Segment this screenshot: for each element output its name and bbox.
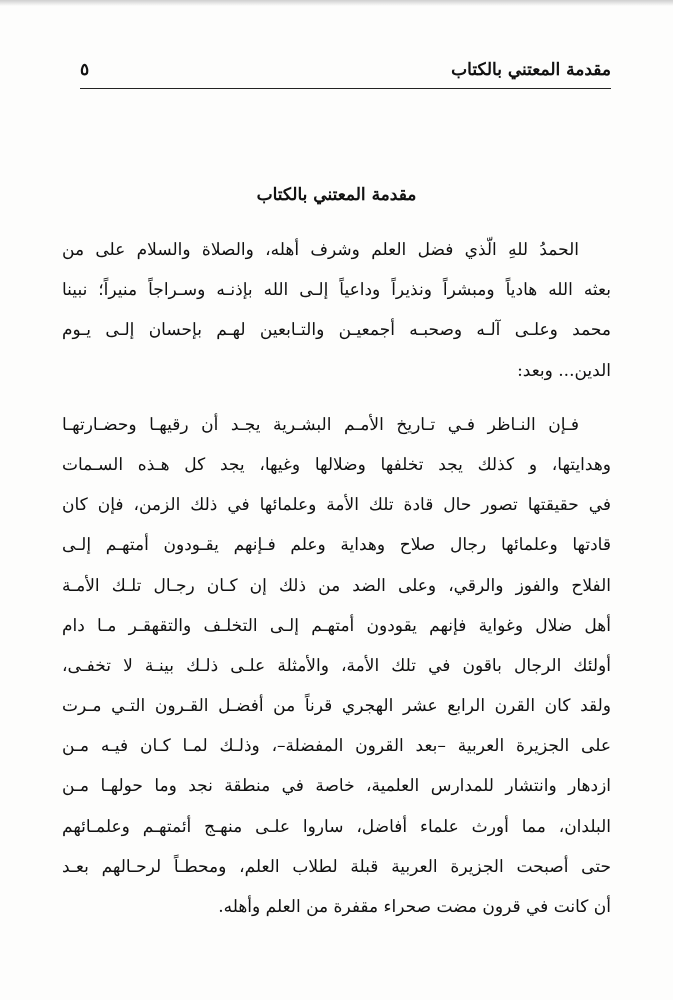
running-header xyxy=(80,58,611,86)
text-line: الفلاح والفوز والرقي، وعلى الضد من ذلك إن كـان رجـال تلـك الأمـة xyxy=(62,575,611,596)
text-line: أولئك الرجال باقون في تلك الأمة، والأمثلة علـى ذلـك بينـة لا تخفـى، xyxy=(62,655,611,676)
page-top-edge xyxy=(0,0,673,6)
chapter-title: مقدمة المعتني بالكتاب xyxy=(256,185,417,205)
running-title: مقدمة المعتني بالكتاب xyxy=(451,60,611,80)
text-line: قادتها وعلمائها رجال صلاح وهداية وعلم فـإنهم يقـودون أمتهـم إلـى xyxy=(62,535,611,556)
paragraph-intro xyxy=(62,230,611,391)
page-number: ٥ xyxy=(80,60,90,80)
paragraph-main xyxy=(62,405,611,927)
text-line: وهدايتها، و كذلك يجد تخلفها وضلالها وغيها، يجد كل هـذه السـمات xyxy=(62,454,611,475)
text-line: حتى أصبحت الجزيرة العربية قبلة لطلاب العلم، ومحطـاً لرحـالهم بعـد xyxy=(62,856,611,877)
text-line: فـإن النـاظر فـي تـاريخ الأمـم البشـرية يجـد أن رقيهـا وحضـارتهـا xyxy=(62,414,579,435)
text-line: محمد وعلـى آلـه وصحبـه أجمعيـن والتـابعين لهـم بإحسان إلـى يـوم xyxy=(62,320,611,341)
text-line: ولقد كان القرن الرابع عشر الهجري قرناً من أفضـل القـرون التـي مـرت xyxy=(62,696,611,717)
text-line: بعثه الله هادياً ومبشراً ونذيراً وداعياً إلـى الله بإذنـه وسـراجاً منيراً؛ نبينا xyxy=(62,280,611,301)
text-line: أن كانت في قرون مضت صحراء مقفرة من العلم وأهله. xyxy=(218,897,611,917)
text-line: البلدان، مما أورث علماء أفاضل، ساروا علـى منهـج أئمتهـم وعلمـائهم xyxy=(62,816,611,837)
text-line: ازدهار وانتشار للمدارس العلمية، خاصة في منطقة نجد وما حولهـا مـن xyxy=(62,776,611,797)
text-line: الحمدُ للهِ الّذي فضل العلم وشرف أهله، والصلاة والسلام على من xyxy=(62,240,579,260)
text-line: في حقيقتها تصور حال قادة تلك الأمة وعلمائها في ذلك الزمن، فإن كان xyxy=(62,495,611,516)
text-line: الدين... وبعد: xyxy=(517,360,611,381)
text-line: أهل ضلال وغواية فإنهم يقودون أمتهـم إلـى التخلـف والتقهقـر مـا دام xyxy=(62,615,611,636)
paragraph-gap xyxy=(62,391,611,405)
header-rule xyxy=(80,88,611,89)
text-line: على الجزيرة العربية –بعد القرون المفضلة–، وذلـك لمـا كـان فيـه مـن xyxy=(62,736,611,757)
body-text xyxy=(62,230,611,927)
